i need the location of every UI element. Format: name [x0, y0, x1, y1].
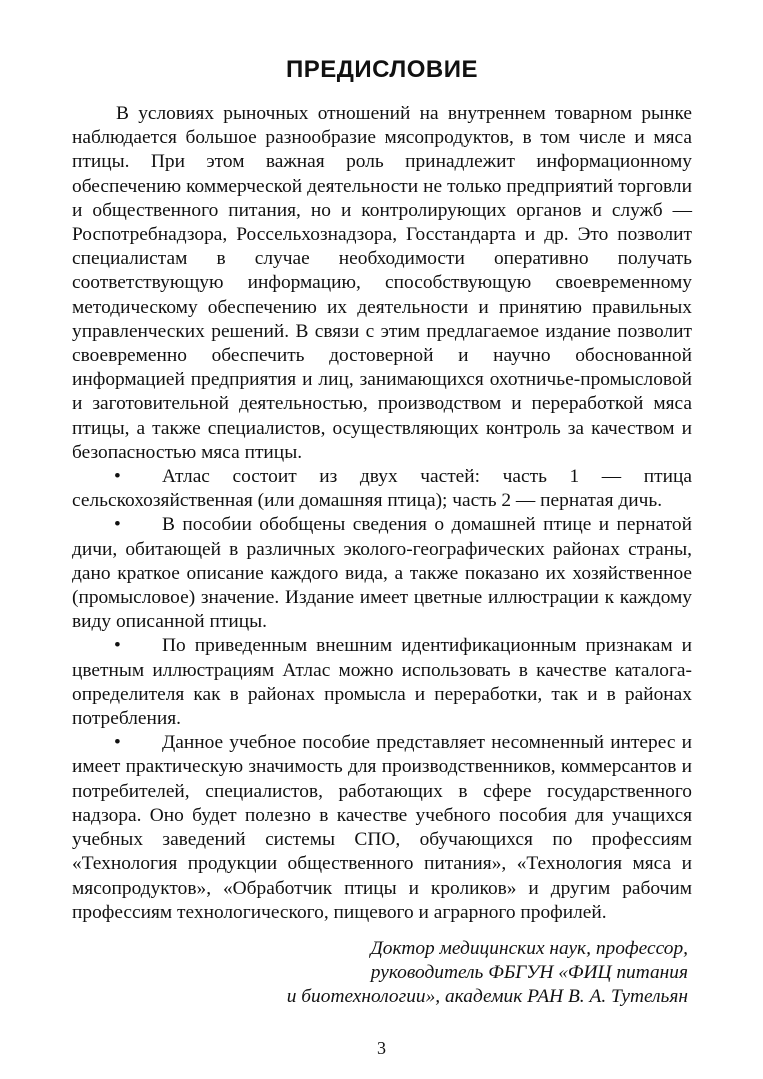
bullet-paragraph-4: [72, 731, 692, 925]
bullet-paragraph-3: [72, 634, 692, 731]
bullet-text: В пособии обобщены сведения о домашней птице и пернатой дичи, обитающей в различных эколого-географических районах страны, дано краткое описание каждого вида, а также показано их хозяйственное (промысловое) значение. Издание имеет цветные иллюстрации к каждому виду описанной птицы.: [72, 514, 692, 633]
author-signature: [72, 937, 692, 1010]
preface-page: [72, 52, 692, 1010]
bullet-text: Данное учебное пособие представляет несомненный интерес и имеет практическую значимость для производственников, коммерсантов и потребителей, специалистов, работающих в сфере государственного надзора. Оно будет полезно в качестве учебного пособия для учащихся учебных заведений системы СПО, обучающихся по профессиям «Технология продукции общественного питания», «Технология мяса и мясопродуктов», «Обработчик птицы и кроликов» и другим рабочим профессиям технологического, пищевого и аграрного профилей.: [72, 732, 692, 923]
signature-line-2: руководитель ФБГУН «ФИЦ питания: [370, 962, 688, 984]
page-title: ПРЕДИСЛОВИЕ: [286, 56, 478, 83]
bullet-icon: •: [114, 732, 121, 754]
bullet-text: Атлас состоит из двух частей: часть 1 — птица сельскохозяйственная (или домашняя птица); часть 2 — пернатая дичь.: [72, 466, 692, 512]
bullet-paragraph-2: [72, 513, 692, 634]
signature-line-3: и биотехнологии», академик РАН В. А. Тутельян: [286, 986, 688, 1008]
bullet-paragraph-1: [72, 465, 692, 513]
bullet-text: По приведенным внешним идентификационным признакам и цветным иллюстрациям Атлас можно использовать в качестве каталога-определителя как в районах промысла и переработки, так и в районах потребления.: [72, 635, 692, 730]
bullet-icon: •: [114, 466, 121, 488]
bullet-icon: •: [114, 635, 121, 657]
signature-line-1: Доктор медицинских наук, профессор,: [370, 937, 688, 959]
intro-paragraph: В условиях рыночных отношений на внутреннем товарном рынке наблюдается большое разнообразие мясопродуктов, в том числе и мяса птицы. При этом важная роль принадлежит информационному обеспечению коммерческой деятельности не только предприятий торговли и общественного питания, но и контролирующих органов и служб — Роспотребнадзора, Россельхознадзора, Госстандарта и др. Это позволит специалистам в случае необходимости оперативно получать соответствующую информацию, способствующую своевременному методическому обеспечению их деятельности и принятию правильных управленческих решений. В связи с этим предлагаемое издание позволит своевременно обеспечить достоверной и научно обоснованной информацией предприятия и лиц, занимающихся охотничье-промысловой и заготовительной деятельностью, производством и переработкой мяса птицы, а также специалистов, осуществляющих контроль за качеством и безопасностью мяса птицы.: [72, 103, 692, 463]
page-number: 3: [377, 1038, 386, 1058]
bullet-icon: •: [114, 514, 121, 536]
